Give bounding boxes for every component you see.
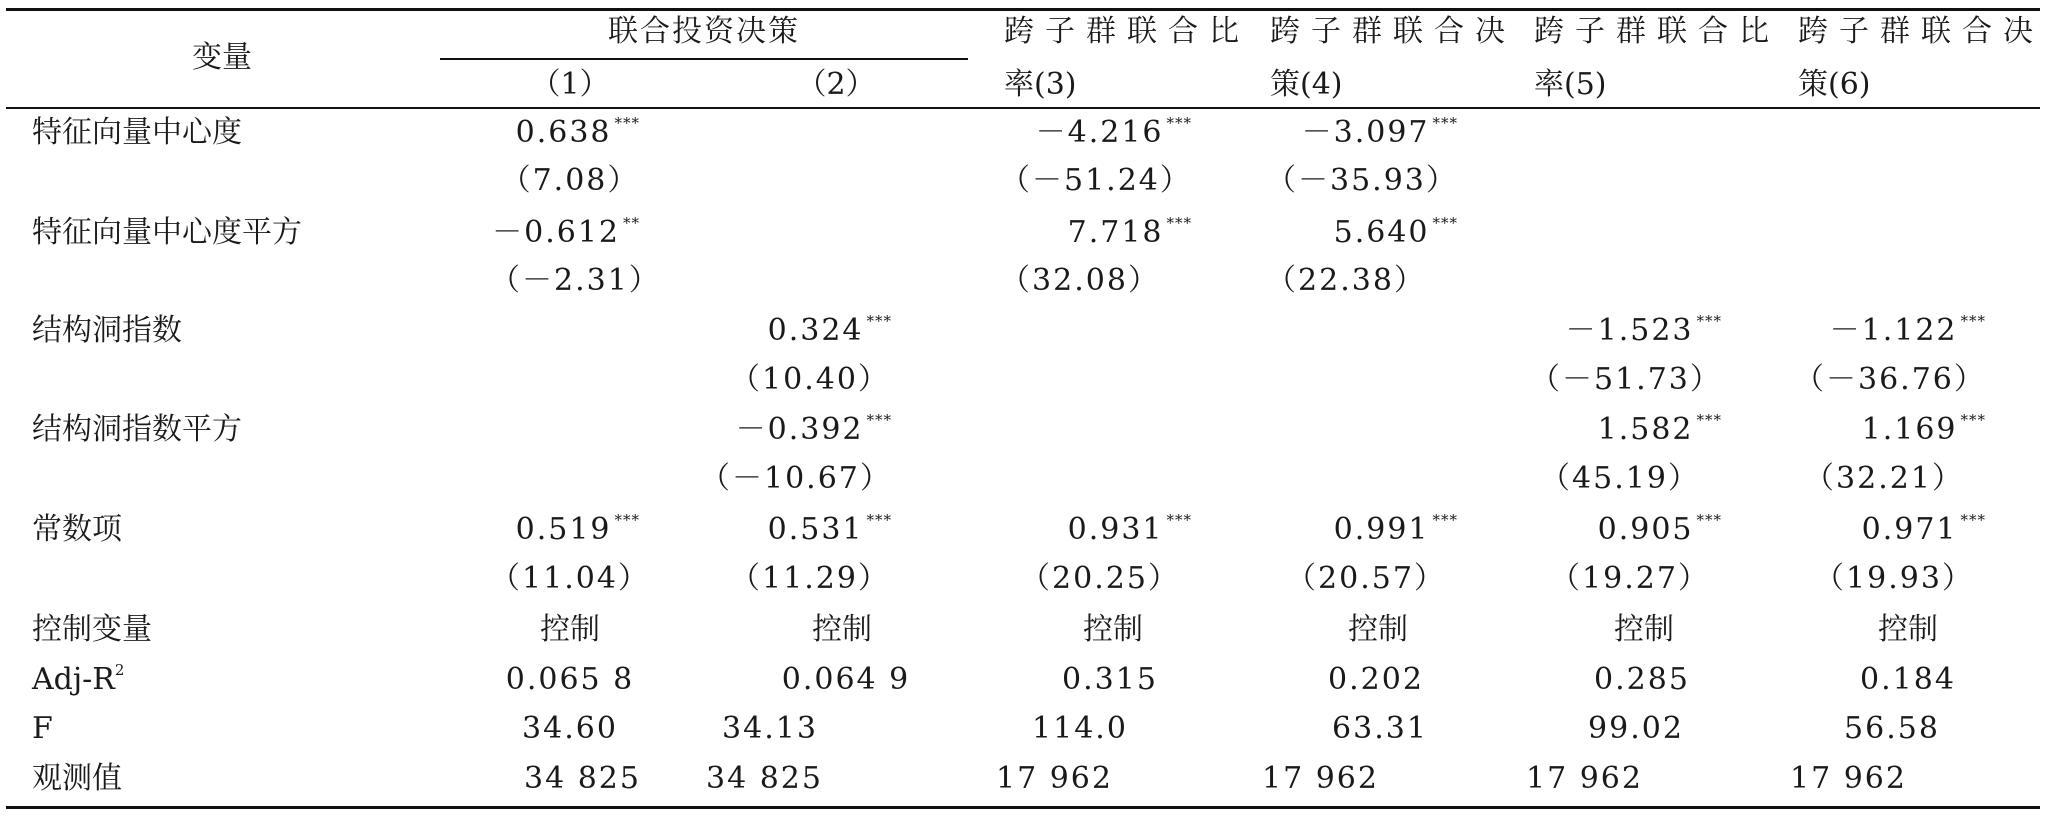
bottom-rule (6, 806, 2040, 809)
row-label-observations: 观测值 (32, 761, 122, 796)
controls-cell: 控制 (1614, 612, 1674, 647)
adj-r2-cell: 0.184 (1860, 662, 1956, 697)
tstat-cell: （－51.24） (1000, 163, 1192, 198)
adj-r2-cell: 0.202 (1328, 662, 1424, 697)
adj-r2-cell: 0.315 (1062, 662, 1158, 697)
obs-cell: 17 962 (1526, 761, 1643, 796)
coef-cell: －0.392 *** (735, 411, 892, 447)
tstat-cell: （32.08） (1000, 263, 1160, 298)
tstat-cell: （19.27） (1550, 561, 1710, 596)
row-label-f: F (32, 711, 53, 746)
f-cell: 56.58 (1844, 711, 1940, 746)
header-col3-top: 跨子群联合比 (1004, 14, 1250, 49)
obs-cell: 34 825 (524, 761, 641, 796)
header-group-title: 联合投资决策 (608, 14, 800, 49)
tstat-cell: （－36.76） (1794, 362, 1986, 397)
tstat-cell: （－10.67） (700, 461, 892, 496)
row-label-controls: 控制变量 (32, 612, 152, 647)
controls-cell: 控制 (812, 612, 872, 647)
row-label-eigen-centrality: 特征向量中心度 (32, 115, 242, 150)
controls-cell: 控制 (540, 612, 600, 647)
adj-r2-cell: 0.285 (1594, 662, 1690, 697)
coef-cell: －1.523 *** (1565, 312, 1722, 348)
coef-cell: －4.216 *** (1035, 114, 1192, 150)
coef-cell: －3.097 *** (1301, 114, 1458, 150)
f-cell: 34.13 (722, 711, 818, 746)
f-cell: 63.31 (1332, 711, 1428, 746)
row-label-structural-hole-index-squared: 结构洞指数平方 (32, 412, 242, 447)
tstat-cell: （－2.31） (490, 263, 661, 298)
coef-cell: 0.531 *** (767, 511, 892, 547)
group-underline (440, 58, 968, 60)
coef-cell: 5.640 *** (1333, 214, 1458, 250)
f-cell: 34.60 (522, 711, 618, 746)
header-col6-bottom: 策(6) (1798, 67, 1871, 102)
controls-cell: 控制 (1083, 612, 1143, 647)
tstat-cell: （10.40） (730, 362, 890, 397)
tstat-cell: （7.08） (500, 163, 640, 198)
tstat-cell: （32.21） (1804, 461, 1964, 496)
coef-cell: 0.638 *** (515, 114, 640, 150)
tstat-cell: （45.19） (1540, 461, 1700, 496)
obs-cell: 17 962 (996, 761, 1113, 796)
tstat-cell: （22.38） (1266, 263, 1426, 298)
coef-cell: 0.324 *** (767, 312, 892, 348)
coef-cell: 0.931 *** (1067, 511, 1192, 547)
obs-cell: 17 962 (1790, 761, 1907, 796)
header-col1: （1） (530, 67, 610, 102)
tstat-cell: （－51.73） (1530, 362, 1722, 397)
row-label-constant: 常数项 (32, 512, 122, 547)
row-label-structural-hole-index: 结构洞指数 (32, 313, 182, 348)
header-col4-bottom: 策(4) (1270, 67, 1343, 102)
tstat-cell: （11.04） (490, 561, 650, 596)
coef-cell: 0.991 *** (1333, 511, 1458, 547)
f-cell: 99.02 (1588, 711, 1684, 746)
coef-cell: 0.905 *** (1597, 511, 1722, 547)
f-cell: 114.0 (1032, 711, 1128, 746)
header-col5-top: 跨子群联合比 (1534, 14, 1780, 49)
header-col4-top: 跨子群联合决 (1270, 14, 1516, 49)
controls-cell: 控制 (1878, 612, 1938, 647)
header-col5-bottom: 率(5) (1534, 67, 1607, 102)
coef-cell: 1.169 *** (1861, 411, 1986, 447)
obs-cell: 34 825 (706, 761, 823, 796)
tstat-cell: （20.25） (1020, 561, 1180, 596)
coef-cell: 0.971 *** (1861, 511, 1986, 547)
controls-cell: 控制 (1348, 612, 1408, 647)
coef-cell: －0.612 ** (492, 214, 640, 250)
header-col6-top: 跨子群联合决 (1798, 14, 2044, 49)
header-col2: （2） (796, 67, 876, 102)
coef-cell: －1.122 *** (1829, 312, 1986, 348)
tstat-cell: （－35.93） (1266, 163, 1458, 198)
adj-r2-cell: 0.065 8 (505, 662, 635, 697)
header-col3-bottom: 率(3) (1004, 67, 1077, 102)
coef-cell: 1.582 *** (1597, 411, 1722, 447)
tstat-cell: （19.93） (1814, 561, 1974, 596)
top-rule (6, 8, 2040, 11)
tstat-cell: （20.57） (1286, 561, 1446, 596)
coef-cell: 0.519 *** (515, 511, 640, 547)
header-variable: 变量 (192, 40, 252, 75)
row-label-eigen-centrality-squared: 特征向量中心度平方 (32, 215, 302, 250)
obs-cell: 17 962 (1262, 761, 1379, 796)
adj-r2-cell: 0.064 9 (781, 662, 911, 697)
header-rule (6, 107, 2040, 109)
row-label-adj-r2: Adj-$R^2$ (32, 661, 125, 697)
tstat-cell: （11.29） (730, 561, 890, 596)
coef-cell: 7.718 *** (1067, 214, 1192, 250)
